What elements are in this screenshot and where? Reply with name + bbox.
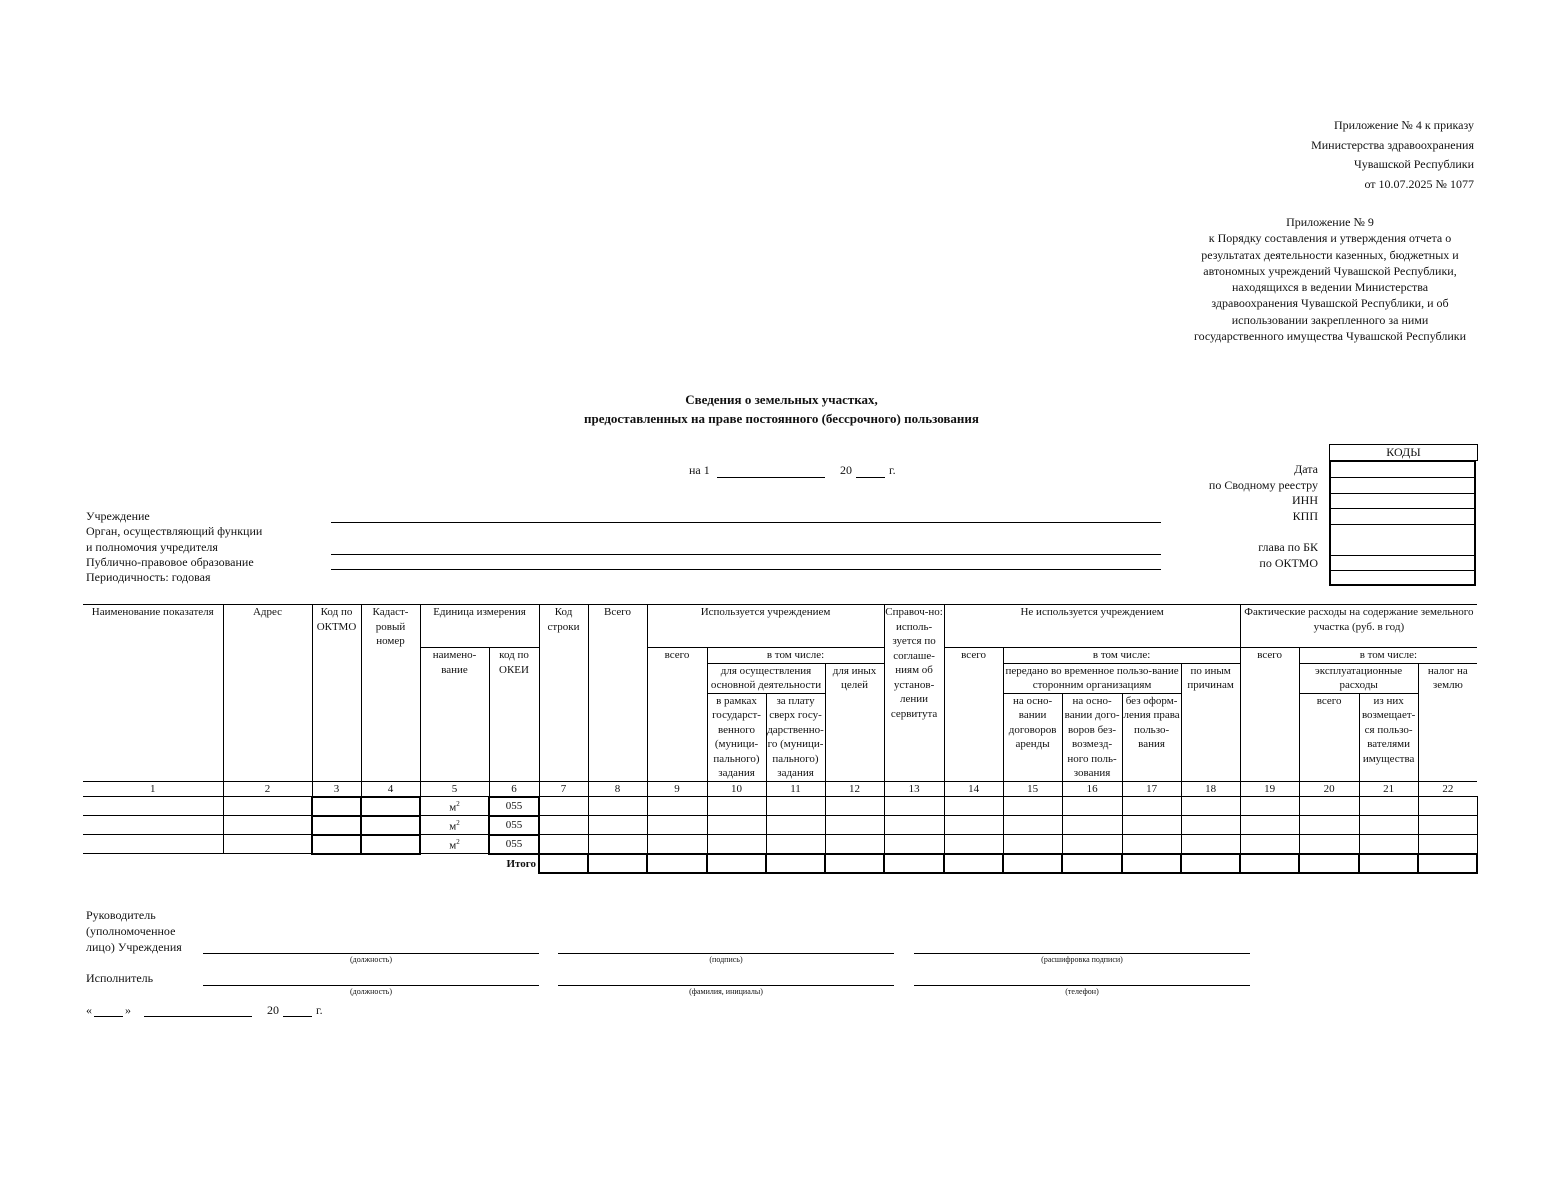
cell-value[interactable]	[588, 816, 647, 835]
cell-oktmo[interactable]	[312, 816, 361, 835]
cell-value[interactable]	[1240, 816, 1299, 835]
header-address: Адрес	[223, 605, 312, 782]
column-number: 16	[1062, 781, 1122, 797]
appendix-procedure-line: государственного имущества Чувашской Республики	[1193, 329, 1467, 344]
cell-okei: 055	[489, 816, 539, 835]
table-row	[83, 797, 1477, 816]
column-number: 18	[1181, 781, 1240, 797]
cell-oktmo[interactable]	[312, 835, 361, 854]
total-cell[interactable]	[1062, 854, 1122, 873]
header-op-all: всего	[1299, 693, 1359, 781]
executor-name-field[interactable]	[558, 985, 894, 986]
cell-value[interactable]	[588, 835, 647, 854]
cell-value[interactable]	[588, 797, 647, 816]
decoding-caption: (расшифровка подписи)	[1041, 955, 1123, 964]
cell-address[interactable]	[223, 835, 312, 854]
codes-box	[1329, 460, 1476, 586]
cell-okei: 055	[489, 797, 539, 816]
appendix-procedure-line: автономных учреждений Чувашской Республики,	[1203, 263, 1457, 278]
authority-label: и полномочия учредителя	[86, 539, 218, 554]
appendix-order-line: Чувашской Республики	[1353, 157, 1474, 171]
header-other-reasons: по иным причинам	[1181, 663, 1240, 781]
column-number: 22	[1418, 781, 1477, 797]
cell-value[interactable]	[1418, 835, 1477, 854]
column-number: 1	[83, 781, 223, 797]
total-cell[interactable]	[1240, 854, 1299, 873]
sign-year-prefix: 20	[267, 1003, 279, 1017]
header-no-registration: без оформ-ления права пользо-вания	[1122, 693, 1181, 781]
unit-sup: 2	[456, 838, 460, 847]
code-label-date: Дата	[1294, 462, 1318, 476]
header-unit-okei: код по ОКЕИ	[489, 648, 539, 782]
total-cell[interactable]	[707, 854, 766, 873]
column-number: 19	[1240, 781, 1299, 797]
column-number: 15	[1003, 781, 1062, 797]
cell-value[interactable]	[1359, 797, 1418, 816]
header-name: Наименование показателя	[83, 605, 223, 782]
column-number: 11	[766, 781, 825, 797]
header-other-goals: для иных целей	[825, 663, 884, 781]
header-exp-all: всего	[1240, 648, 1299, 782]
header-transferred: передано во временное пользо-вание сторонним организациям	[1003, 663, 1181, 693]
authority-label: Орган, осуществляющий функции	[86, 524, 263, 539]
unit-text: м	[449, 820, 457, 833]
document-title	[400, 390, 1163, 428]
municipality-label: Публично-правовое образование	[86, 554, 254, 569]
header-cadastral: Кадаст-ровый номер	[361, 605, 420, 782]
cell-value[interactable]	[707, 797, 766, 816]
cell-cadastral[interactable]	[361, 797, 420, 816]
date-prefix: на 1	[689, 463, 710, 477]
header-used: Используется учреждением	[647, 605, 884, 648]
cell-value[interactable]	[1418, 816, 1477, 835]
cell-value[interactable]	[1181, 816, 1240, 835]
cell-unit	[420, 797, 489, 816]
total-cell[interactable]	[588, 854, 647, 873]
appendix-procedure-line: Приложение № 9	[1286, 215, 1374, 229]
code-label-oktmo: по ОКТМО	[1259, 556, 1318, 570]
code-label-bk: глава по БК	[1258, 540, 1318, 554]
authority-field[interactable]	[331, 554, 1161, 555]
header-exp-incl: в том числе:	[1299, 648, 1477, 664]
header-main-activity: для осуществления основной деятельности	[707, 663, 825, 693]
header-used-incl: в том числе:	[707, 648, 884, 664]
column-number: 7	[539, 781, 588, 797]
title-line: предоставленных на праве постоянного (бессрочного) пользования	[584, 411, 979, 426]
cell-value[interactable]	[766, 816, 825, 835]
header-tax: налог на землю	[1418, 663, 1477, 781]
cell-value[interactable]	[1299, 835, 1359, 854]
total-cell[interactable]	[647, 854, 707, 873]
cell-address[interactable]	[223, 797, 312, 816]
code-label-inn: ИНН	[1292, 493, 1318, 507]
date-suffix: г.	[889, 463, 896, 477]
column-number: 17	[1122, 781, 1181, 797]
codes-labels	[1118, 462, 1318, 524]
sign-year-field[interactable]	[283, 1016, 312, 1017]
appendix-procedure-line: здравоохранения Чувашской Республики, и об	[1211, 296, 1449, 311]
cell-value[interactable]	[647, 835, 707, 854]
cell-address[interactable]	[223, 816, 312, 835]
header-paid: за плату сверх госу-дарственно-го (муници-пального) задания	[767, 694, 824, 779]
column-number: 9	[647, 781, 707, 797]
cell-value[interactable]	[1003, 835, 1062, 854]
cell-value[interactable]	[766, 835, 825, 854]
head-label: лицо) Учреждения	[86, 940, 182, 954]
institution-field[interactable]	[331, 522, 1161, 523]
position-caption: (должность)	[350, 987, 392, 996]
cell-value[interactable]	[1122, 816, 1181, 835]
column-number: 21	[1359, 781, 1418, 797]
cell-value[interactable]	[944, 835, 1003, 854]
cell-value[interactable]	[944, 797, 1003, 816]
cell-value[interactable]	[1062, 835, 1122, 854]
sign-year-suffix: г.	[316, 1003, 323, 1017]
date-year-field[interactable]	[856, 477, 885, 478]
codes-header: КОДЫ	[1329, 444, 1478, 461]
cell-value[interactable]	[1240, 797, 1299, 816]
unit-sup: 2	[456, 819, 460, 828]
executor-phone-field[interactable]	[914, 985, 1250, 986]
cell-value[interactable]	[884, 816, 944, 835]
total-cell[interactable]	[1181, 854, 1240, 873]
cell-value[interactable]	[707, 816, 766, 835]
cell-value[interactable]	[766, 797, 825, 816]
cell-value[interactable]	[1003, 816, 1062, 835]
header-operating: эксплуатационные расходы	[1299, 663, 1418, 693]
column-number: 2	[223, 781, 312, 797]
header-unit: Единица измерения	[420, 605, 539, 648]
cell-value[interactable]	[1359, 835, 1418, 854]
cell-value[interactable]	[1299, 816, 1359, 835]
header-nu-all: всего	[944, 648, 1003, 782]
cell-value[interactable]	[1299, 797, 1359, 816]
institution-label: Учреждение	[86, 509, 150, 523]
cell-value[interactable]	[647, 797, 707, 816]
code-label-kpp: КПП	[1292, 508, 1318, 523]
cell-unit	[420, 835, 489, 854]
appendix-procedure-line: к Порядку составления и утверждения отчета о	[1208, 231, 1452, 246]
cell-value[interactable]	[539, 835, 588, 854]
unit-text: м	[449, 801, 457, 814]
cell-value[interactable]	[944, 816, 1003, 835]
head-position-field[interactable]	[203, 953, 539, 954]
cell-value[interactable]	[1181, 797, 1240, 816]
cell-value[interactable]	[1122, 797, 1181, 816]
unit-text: м	[449, 839, 457, 852]
unit-sup: 2	[456, 800, 460, 808]
cell-value[interactable]	[707, 835, 766, 854]
total-row	[83, 854, 1477, 873]
total-cell[interactable]	[825, 854, 884, 873]
total-cell[interactable]	[539, 854, 588, 873]
date-close-quote: »	[125, 1003, 131, 1017]
header-expenses: Фактические расходы на содержание земельного участка (руб. в год)	[1240, 605, 1477, 648]
cell-unit	[420, 816, 489, 835]
column-number: 4	[361, 781, 420, 797]
appendix-procedure-line: находящихся в ведении Министерства	[1231, 280, 1429, 295]
appendix-order-block	[1311, 116, 1474, 194]
head-signature-field[interactable]	[558, 953, 894, 954]
column-number: 12	[825, 781, 884, 797]
total-cell[interactable]	[1003, 854, 1062, 873]
column-number: 14	[944, 781, 1003, 797]
cell-value[interactable]	[1240, 835, 1299, 854]
municipality-field[interactable]	[331, 569, 1161, 570]
cell-name[interactable]	[83, 816, 223, 835]
header-state-task: в рамках государст-венного (муници-пального) задания	[707, 693, 766, 781]
cell-cadastral[interactable]	[361, 835, 420, 854]
header-total: Всего	[588, 605, 647, 782]
appendix-procedure-block	[1180, 214, 1480, 344]
total-cell[interactable]	[944, 854, 1003, 873]
phone-caption: (телефон)	[1065, 987, 1099, 996]
cell-value[interactable]	[647, 816, 707, 835]
appendix-order-line: от 10.07.2025 № 1077	[1364, 176, 1474, 191]
column-number: 8	[588, 781, 647, 797]
cell-name[interactable]	[83, 835, 223, 854]
cell-value[interactable]	[1122, 835, 1181, 854]
head-label: Руководитель	[86, 908, 156, 922]
signature-caption: (подпись)	[709, 955, 743, 964]
column-number: 6	[489, 781, 539, 797]
date-day-month-field[interactable]	[717, 477, 825, 478]
appendix-order-line: Приложение № 4 к приказу	[1334, 118, 1474, 132]
title-line: Сведения о земельных участках,	[685, 392, 878, 407]
cell-value[interactable]	[825, 835, 884, 854]
date-open-quote: «	[86, 1003, 92, 1017]
total-cell[interactable]	[766, 854, 825, 873]
table-row	[83, 835, 1477, 854]
cell-value[interactable]	[539, 816, 588, 835]
appendix-procedure-line: результатах деятельности казенных, бюджетных и	[1201, 247, 1459, 262]
total-cell[interactable]	[1418, 854, 1477, 873]
cell-value[interactable]	[825, 797, 884, 816]
header-not-used: Не используется учреждением	[944, 605, 1240, 648]
head-label: (уполномоченное	[86, 924, 176, 938]
column-numbers-row	[83, 781, 1477, 797]
header-used-all: всего	[647, 648, 707, 782]
sign-day-field[interactable]	[94, 1016, 123, 1017]
total-cell[interactable]	[1359, 854, 1418, 873]
name-caption: (фамилия, инициалы)	[689, 987, 763, 996]
cell-value[interactable]	[539, 797, 588, 816]
sign-month-field[interactable]	[144, 1016, 252, 1017]
fields-labels	[86, 509, 262, 585]
header-lease: на осно-вании договоров аренды	[1003, 693, 1062, 781]
table-row	[83, 816, 1477, 835]
total-label: Итого	[506, 857, 537, 870]
head-decoding-field[interactable]	[914, 953, 1250, 954]
column-number: 10	[707, 781, 766, 797]
cell-value[interactable]	[884, 797, 944, 816]
periodicity-label: Периодичность: годовая	[86, 570, 211, 585]
cell-value[interactable]	[884, 835, 944, 854]
land-plots-table	[83, 604, 1478, 874]
column-number: 3	[312, 781, 361, 797]
date-year-prefix: 20	[840, 463, 852, 477]
header-oktmo: Код по ОКТМО	[312, 605, 361, 782]
column-number: 5	[420, 781, 489, 797]
cell-okei: 055	[489, 835, 539, 854]
head-label-block	[86, 907, 182, 955]
executor-label: Исполнитель	[86, 971, 154, 985]
cell-value[interactable]	[1359, 816, 1418, 835]
header-unit-name: наимено-вание	[420, 648, 489, 782]
position-caption: (должность)	[350, 955, 392, 964]
total-cell[interactable]	[1299, 854, 1359, 873]
cell-value[interactable]	[1181, 835, 1240, 854]
column-number: 20	[1299, 781, 1359, 797]
cell-value[interactable]	[1062, 797, 1122, 816]
header-line-code: Код строки	[539, 605, 588, 782]
header-free-use: на осно-вании дого-воров без-возмезд-ного поль-зования	[1062, 693, 1122, 781]
cell-cadastral[interactable]	[361, 816, 420, 835]
cell-name[interactable]	[83, 797, 223, 816]
cell-value[interactable]	[1062, 816, 1122, 835]
header-reference: Справоч-но: исполь-зуется по соглаше-ниям об установ-лении сервитута	[884, 605, 944, 782]
cell-value[interactable]	[1418, 797, 1477, 816]
total-cell[interactable]	[1122, 854, 1181, 873]
cell-oktmo[interactable]	[312, 797, 361, 816]
appendix-procedure-line: использовании закрепленного за ними	[1231, 312, 1429, 327]
cell-value[interactable]	[1003, 797, 1062, 816]
header-nu-incl: в том числе:	[1003, 648, 1240, 664]
code-label-registry: по Сводному реестру	[1208, 477, 1318, 492]
total-cell[interactable]	[884, 854, 944, 873]
column-number: 13	[884, 781, 944, 797]
cell-value[interactable]	[825, 816, 884, 835]
header-reimbursed: из них возмещает-ся пользо-вателями имущества	[1359, 693, 1418, 781]
appendix-order-line: Министерства здравоохранения	[1311, 137, 1474, 152]
executor-position-field[interactable]	[203, 985, 539, 986]
